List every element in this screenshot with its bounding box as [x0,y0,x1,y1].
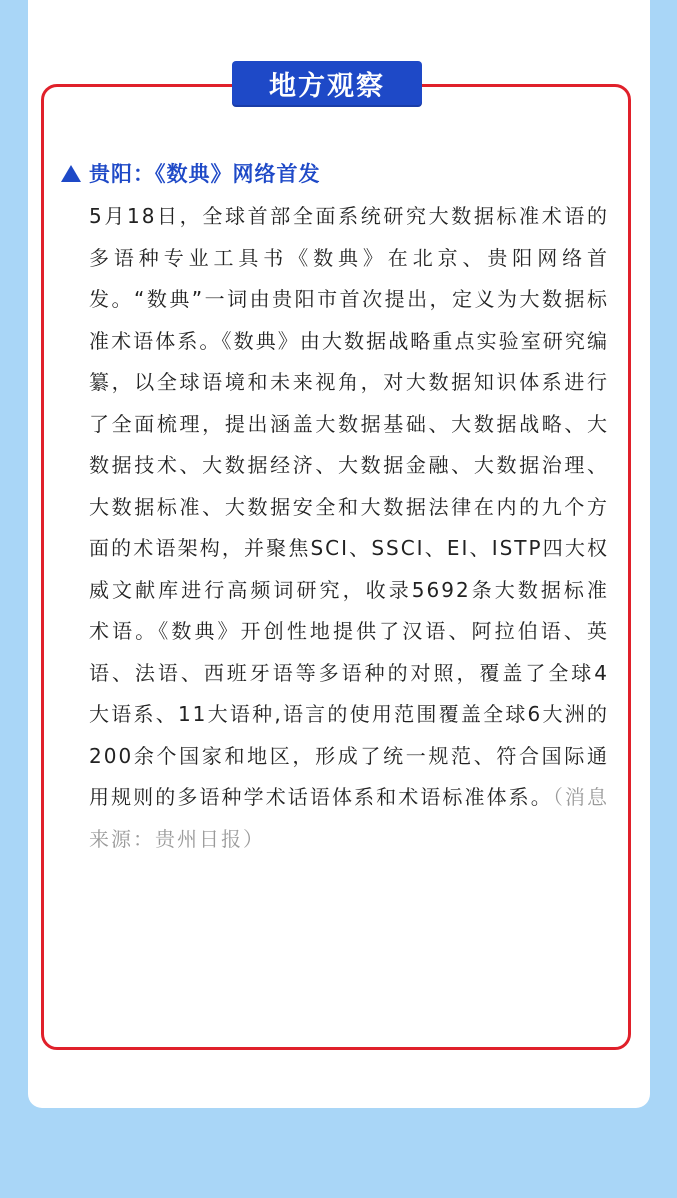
article-headline [61,157,321,189]
article-body-text: 5月18日，全球首部全面系统研究大数据标准术语的多语种专业工具书《数典》在北京、贵阳网络首发。“数典”一词由贵阳市首次提出，定义为大数据标准术语体系。《数典》由大数据战略重点实验室研究编纂，以全球语境和未来视角，对大数据知识体系进行了全面梳理，提出涵盖大数据基础、大数据战略、大数据技术、大数据经济、大数据金融、大数据治理、大数据标准、大数据安全和大数据法律在内的九个方面的术语架构，并聚焦SCI、SSCI、EI、ISTP四大权威文献库进行高频词研究，收录5692条大数据标准术语。《数典》开创性地提供了汉语、阿拉伯语、英语、法语、西班牙语等多语种的对照，覆盖了全球4大语系、11大语种,语言的使用范围覆盖全球6大洲的200余个国家和地区，形成了统一规范、符合国际通用规则的多语种学术话语体系和术语标准体系。 [89,204,609,809]
section-title: 地方观察 [232,61,422,105]
article-source: （消息来源：贵州日报） [89,785,610,851]
article-body [89,196,609,860]
headline-text: 贵阳：《数典》网络首发 [89,162,321,186]
triangle-icon [61,165,81,182]
